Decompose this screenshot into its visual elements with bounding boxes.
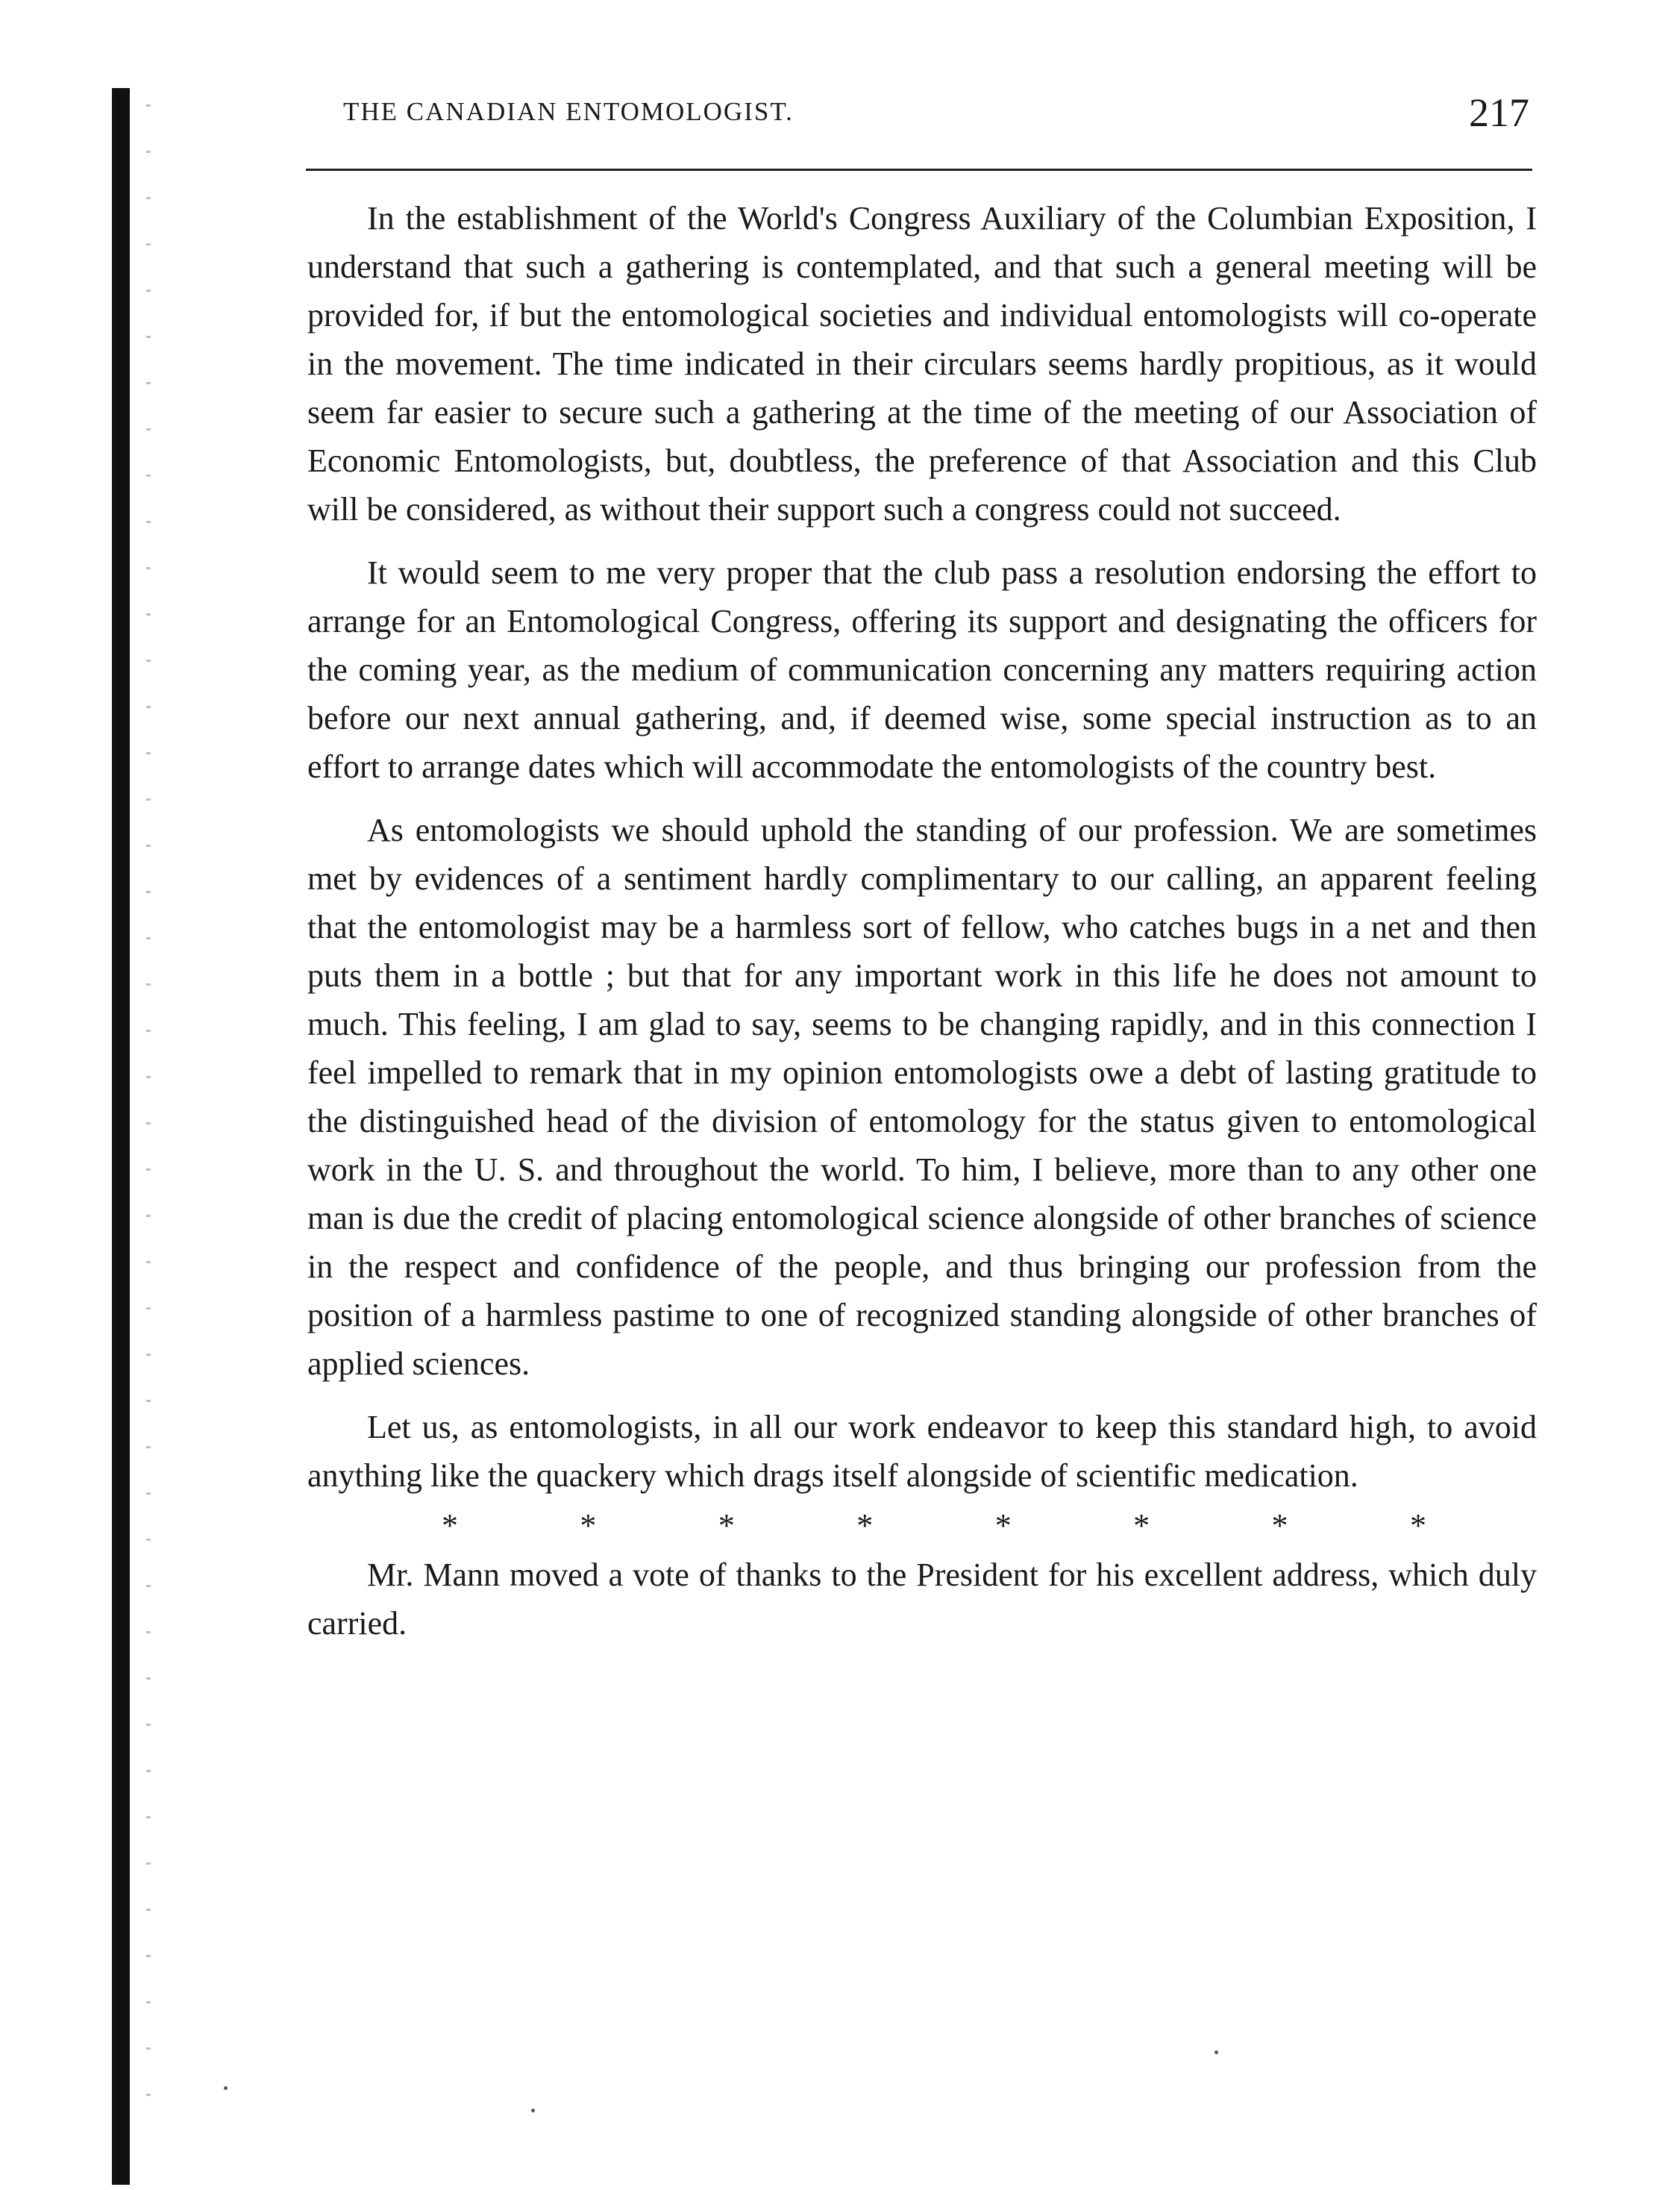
asterisk: * (856, 1507, 874, 1544)
paragraph-vote-of-thanks: Mr. Mann moved a vote of thanks to the President for his excellent address, which duly carried. (307, 1557, 1537, 1642)
article-body (307, 194, 1537, 1662)
stray-ink-dot (1214, 2050, 1218, 2054)
paragraph-standing-of-profession: As entomologists we should uphold the standing of our profession. We are sometimes met by evidences of a sentiment hardly complimentary to our calling, an apparent feeling that the entomologist may be a harmless sort of fellow, who catches bugs in a net and then puts them in a bottle ; but that for any important work in this life he does not amount to much. This feeling, I am glad to say, seems to be changing rapidly, and in this connection I feel impelled to remark that in my opinion entomologists owe a debt of lasting gratitude to the distinguished head of the division of entomology for the status given to entomological work in the U. S. and throughout the world. To him, I believe, more than to any other one man is due the credit of placing entomological science alongside of other branches of science in the respect and confidence of the people, and thus bringing our profession from the position of a harmless pastime to one of recognized standing alongside of other branches of applied sciences. (307, 812, 1537, 1382)
header-rule (306, 169, 1532, 171)
binding-shadow-specks (146, 104, 151, 2119)
page-number: 217 (1469, 90, 1529, 135)
paragraph-standard-high: Let us, as entomologists, in all our work endeavor to keep this standard high, to avoid anything like the quackery which drags itself alongside of scientific medication. (307, 1409, 1537, 1494)
asterisk: * (1133, 1507, 1150, 1544)
asterisk: * (1271, 1507, 1288, 1544)
page-binding-edge (112, 88, 130, 2185)
asterisk: * (1409, 1507, 1426, 1544)
stray-ink-dot (531, 2109, 535, 2112)
asterisk: * (718, 1507, 735, 1544)
paragraph-resolution: It would seem to me very proper that the club pass a resolution endorsing the effort to arrange for an Entomological Congress, offering its support and designating the officers for the coming year, as the medium of communication concerning any matters requiring action before our next annual gathering, and, if deemed wise, some special instruction as to an effort to arrange dates which will accommodate the entomologists of the country best. (307, 554, 1537, 785)
asterisk: * (994, 1507, 1012, 1544)
section-break-asterisks (442, 1503, 1426, 1549)
asterisk: * (442, 1507, 458, 1544)
asterisk: * (580, 1507, 597, 1544)
journal-title: THE CANADIAN ENTOMOLOGIST. (343, 97, 794, 126)
stray-ink-dot (224, 2086, 228, 2090)
paragraph-congress-auxiliary: In the establishment of the World's Congress Auxiliary of the Columbian Exposition, I understand that such a gathering is contemplated, and that such a general meeting will be provided for, if but the entomological societies and individual entomologists will co-operate in the movement. The time indicated in their circulars seems hardly propitious, as it would seem far easier to secure such a gathering at the time of the meeting of our Association of Economic Entomologists, but, doubtless, the preference of that Association and this Club will be considered, as without their support such a congress could not succeed. (307, 200, 1537, 528)
